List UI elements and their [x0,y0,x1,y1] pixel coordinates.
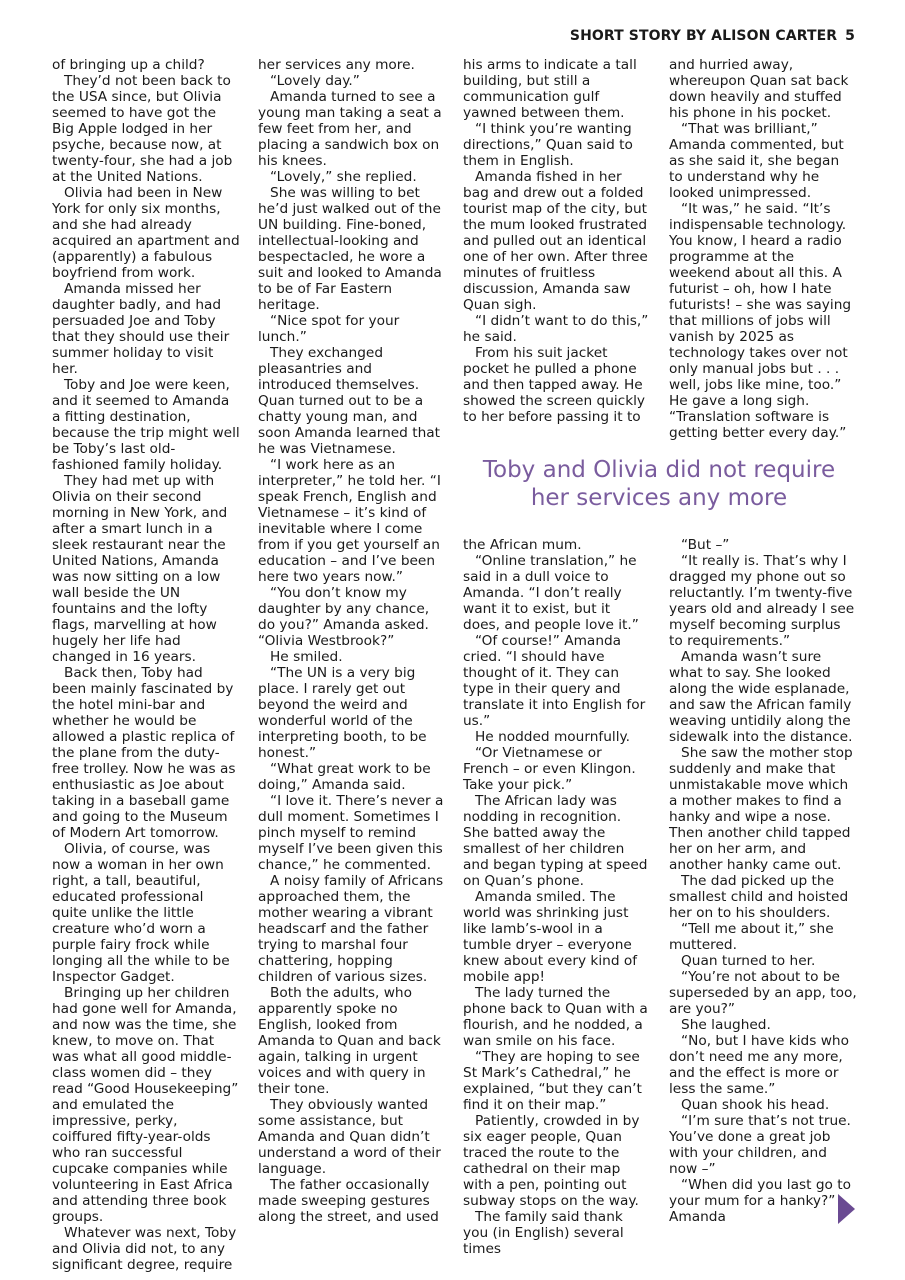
paragraph: They’d not been back to the USA since, but Olivia seemed to have got the Big Apple lodged in her psyche, because now, at twenty-four, she had a job at the United Nations. [52,73,233,185]
paragraph: “When did you last go to your mum for a hanky?” Amanda [669,1177,851,1225]
paragraph: “I think you’re wanting directions,” Quan said to them in English. [463,121,633,169]
paragraph: “Or Vietnamese or French – or even Klingon. Take your pick.” [463,745,636,793]
text-column-4-bottom [669,537,857,1225]
paragraph: Amanda wasn’t sure what to say. She looked along the wide esplanade, and saw the African family weaving untidily along the sidewalk into the distance. [669,649,853,745]
paragraph: Whatever was next, Toby and Olivia did not, to any significant degree, require [52,1225,237,1273]
paragraph: “Of course!” Amanda cried. “I should have thought of it. They can type in their query and translate it into English for us.” [463,633,646,729]
paragraph: his arms to indicate a tall building, but still a communication gulf yawned between them. [463,57,637,121]
paragraph: “I work here as an interpreter,” he told her. “I speak French, English and Vietnamese – it’s kind of inevitable where I come from if you get yourself an education – and I’ve been here two years now.” [258,457,441,585]
paragraph: They exchanged pleasantries and introduced themselves. Quan turned out to be a chatty young man, and soon Amanda learned that he was Vietnamese. [258,345,441,457]
paragraph: “That was brilliant,” Amanda commented, but as she said it, she began to understand why he looked unimpressed. [669,121,844,201]
paragraph: the African mum. [463,537,582,553]
paragraph: “Nice spot for your lunch.” [258,313,400,345]
paragraph: Olivia had been in New York for only six months, and she had already acquired an apartment and (apparently) a fabulous boyfriend from work. [52,185,240,281]
paragraph: The dad picked up the smallest child and hoisted her on to his shoulders. [669,873,849,921]
page-number: 5 [845,28,855,44]
paragraph: She laughed. [681,1017,771,1033]
paragraph: The family said thank you (in English) several times [463,1209,624,1257]
paragraph: Amanda turned to see a young man taking a seat a few feet from her, and placing a sandwich box on his knees. [258,89,442,169]
paragraph: “But –” [681,537,730,553]
paragraph: Olivia, of course, was now a woman in her own right, a tall, beautiful, educated professional quite unlike the little creature who’d worn a purple fairy frock while longing all the while to be Inspector Gadget. [52,841,230,985]
paragraph: They obviously wanted some assistance, but Amanda and Quan didn’t understand a word of their language. [258,1097,441,1177]
paragraph: Quan shook his head. [681,1097,830,1113]
paragraph: Both the adults, who apparently spoke no English, looked from Amanda to Quan and back again, talking in urgent voices and with query in their tone. [258,985,441,1097]
paragraph: “You’re not about to be superseded by an app, too, are you?” [669,969,857,1017]
paragraph: and hurried away, whereupon Quan sat back down heavily and stuffed his phone in his pocket. [669,57,849,121]
paragraph: “It was,” he said. “It’s indispensable technology. You know, I heard a radio programme at the weekend about all this. A futurist – oh, how I hate futurists! – she was saying that millions of jobs will vanish by 2025 as technology takes over not only manual jobs but . . . well, jobs like mine, too.” He gave a long sigh. “Translation software is getting better every day.” [669,201,852,441]
paragraph: “I didn’t want to do this,” he said. [463,313,649,345]
paragraph: A noisy family of Africans approached them, the mother wearing a vibrant headscarf and the father trying to marshal four chattering, hopping children of various sizes. [258,873,444,985]
paragraph: She was willing to bet he’d just walked out of the UN building. Fine-boned, intellectual-looking and bespectacled, he wore a suit and looked to Amanda to be of Far Eastern heritage. [258,185,442,313]
paragraph: She saw the mother stop suddenly and make that unmistakable move which a mother makes to find a hanky and wipe a nose. Then another child tapped her on her arm, and another hanky came out. [669,745,853,873]
paragraph: “You don’t know my daughter by any chance, do you?” Amanda asked. “Olivia Westbrook?” [258,585,430,649]
page-header [570,28,855,44]
pull-quote-line: her services any more [530,485,788,511]
paragraph: “Tell me about it,” she muttered. [669,921,834,953]
paragraph: “It really is. That’s why I dragged my phone out so reluctantly. I’m twenty-five years old and already I see myself becoming surplus to requirements.” [669,553,855,649]
paragraph: Amanda missed her daughter badly, and had persuaded Joe and Toby that they should use their summer holiday to visit her. [52,281,230,377]
continue-arrow-icon[interactable] [838,1194,855,1224]
paragraph: “Lovely day.” [270,73,360,89]
paragraph: “No, but I have kids who don’t need me any more, and the effect is more or less the same.” [669,1033,849,1097]
paragraph: He smiled. [270,649,343,665]
paragraph: The lady turned the phone back to Quan with a flourish, and he nodded, a wan smile on his face. [463,985,648,1049]
paragraph: “I’m sure that’s not true. You’ve done a great job with your children, and now –” [669,1113,851,1177]
pull-quote-line: Toby and Olivia did not require [482,457,836,483]
paragraph: Amanda smiled. The world was shrinking just like lamb’s-wool in a tumble dryer – everyone knew about every kind of mobile app! [463,889,638,985]
text-column-2 [258,57,446,1225]
paragraph: “The UN is a very big place. I rarely get out beyond the weird and wonderful world of the interpreting booth, to be honest.” [258,665,427,761]
paragraph: Back then, Toby had been mainly fascinated by the hotel mini-bar and whether he would be allowed a plastic replica of the plane from the duty-free trolley. Now he was as enthusiastic as Joe about taking in a baseball game and going to the Museum of Modern Art tomorrow. [52,665,236,841]
text-column-1 [52,57,240,1273]
paragraph: Amanda fished in her bag and drew out a folded tourist map of the city, but the mum looked frustrated and pulled out an identical one of her own. After three minutes of fruitless discussion, Amanda saw Quan sigh. [463,169,648,313]
paragraph: They had met up with Olivia on their second morning in New York, and after a smart lunch in a sleek restaurant near the United Nations, Amanda was now sitting on a low wall beside the UN fountains and the lofty flags, marvelling at how hugely her life had changed in 16 years. [52,473,228,665]
paragraph: Toby and Joe were keen, and it seemed to Amanda a fitting destination, because the trip might well be Toby’s last old-fashioned family holiday. [52,377,240,473]
paragraph: “Lovely,” she replied. [270,169,417,185]
pull-quote [463,456,855,512]
paragraph: Quan turned to her. [681,953,816,969]
story-byline: SHORT STORY BY ALISON CARTER [569,28,838,44]
paragraph: The father occasionally made sweeping gestures along the street, and used [258,1177,439,1225]
paragraph: “What great work to be doing,” Amanda said. [258,761,431,793]
paragraph: Patiently, crowded in by six eager people, Quan traced the route to the cathedral on their map with a pen, pointing out subway stops on the way. [463,1113,640,1209]
paragraph: He nodded mournfully. [475,729,630,745]
text-column-3-bottom [463,537,651,1257]
paragraph: The African lady was nodding in recognition. She batted away the smallest of her children and began typing at speed on Quan’s phone. [463,793,648,889]
paragraph: “They are hoping to see St Mark’s Cathedral,” he explained, “but they can’t find it on their map.” [463,1049,642,1113]
text-column-4-top [669,57,857,441]
paragraph: her services any more. [258,57,415,73]
paragraph: “Online translation,” he said in a dull voice to Amanda. “I don’t really want it to exist, but it does, and people love it.” [463,553,639,633]
text-column-3-top [463,57,651,425]
paragraph: “I love it. There’s never a dull moment. Sometimes I pinch myself to remind myself I’ve been given this chance,” he commented. [258,793,444,873]
paragraph: Bringing up her children had gone well for Amanda, and now was the time, she knew, to move on. That was what all good middle-class women did – they read “Good Housekeeping” and emulated the impressive, perky, coiffured fifty-year-olds who ran successful cupcake companies while volunteering in East Africa and attending three book groups. [52,985,239,1225]
paragraph: of bringing up a child? [52,57,205,73]
paragraph: From his suit jacket pocket he pulled a phone and then tapped away. He showed the screen quickly to her before passing it to [463,345,646,425]
